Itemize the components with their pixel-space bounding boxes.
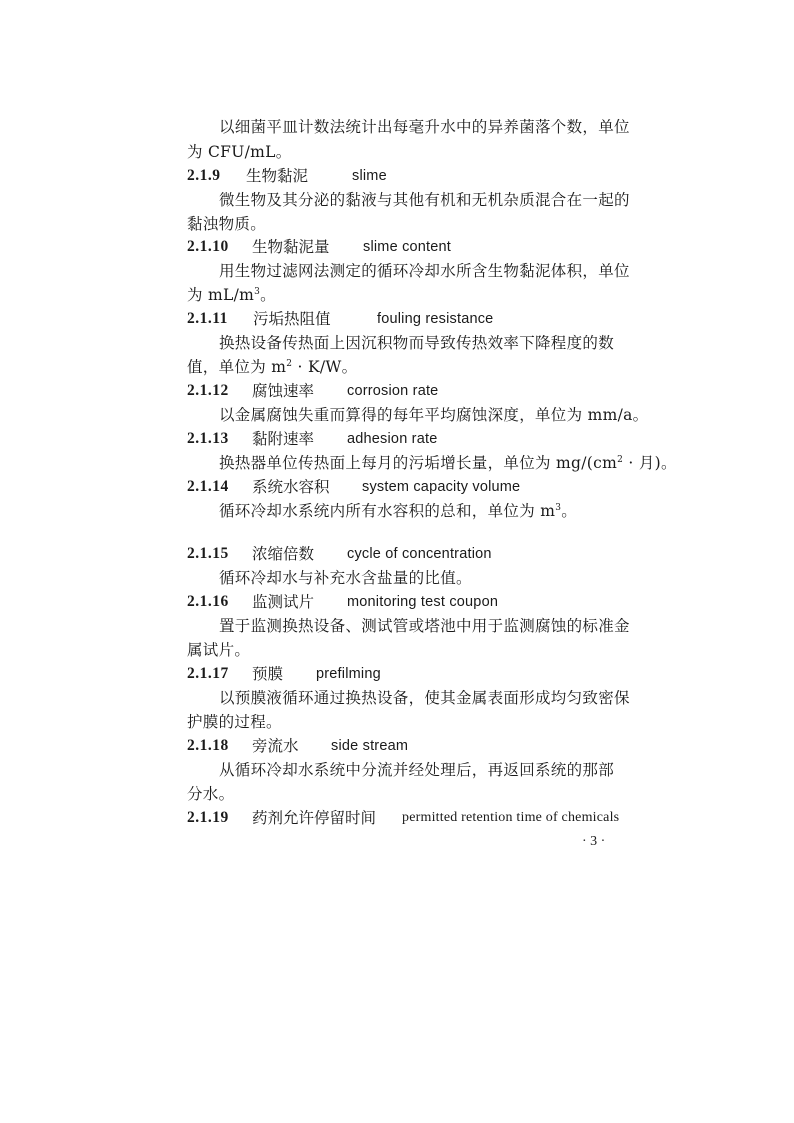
- term-definition-line: 微生物及其分泌的黏液与其他有机和无机杂质混合在一起的: [219, 191, 630, 209]
- term-chinese: 污垢热阻值: [253, 310, 331, 328]
- term-definition-line: 换热器单位传热面上每月的污垢增长量，单位为 $mg/(cm^2$ · 月)。: [219, 454, 677, 472]
- term-definition-line: 循环冷却水与补充水含盐量的比值。: [219, 569, 472, 587]
- term-english: prefilming: [316, 666, 381, 682]
- term-english: fouling resistance: [377, 311, 494, 327]
- intro-text-line-2: 为 CFU/mL。: [187, 143, 292, 161]
- term-definition-line: 从循环冷却水系统中分流并经处理后，再返回系统的那部: [219, 761, 615, 779]
- term-definition-line: 换热设备传热面上因沉积物而导致传热效率下降程度的数: [219, 334, 615, 352]
- term-chinese: 黏附速率: [252, 430, 315, 448]
- term-number: 2.1.19: [187, 809, 229, 826]
- term-chinese: 系统水容积: [252, 478, 330, 496]
- term-chinese: 旁流水: [252, 737, 299, 755]
- term-chinese: 药剂允许停留时间: [252, 809, 377, 827]
- term-english: corrosion rate: [347, 383, 439, 399]
- term-chinese: 生物黏泥量: [252, 238, 330, 256]
- term-english: slime content: [363, 239, 452, 255]
- term-definition-line: 以预膜液循环通过换热设备，使其金属表面形成均匀致密保: [219, 689, 630, 707]
- term-number: 2.1.18: [187, 737, 229, 754]
- term-definition-line: 置于监测换热设备、测试管或塔池中用于监测腐蚀的标准金: [219, 617, 630, 635]
- page-number: · 3 ·: [582, 834, 606, 849]
- term-definition-line: 属试片。: [187, 641, 251, 659]
- term-definition-line: 循环冷却水系统内所有水容积的总和，单位为 $m^3$。: [219, 502, 578, 520]
- term-chinese: 预膜: [252, 665, 284, 683]
- term-definition-line: 用生物过滤网法测定的循环冷却水所含生物黏泥体积，单位: [219, 262, 630, 280]
- term-chinese: 腐蚀速率: [252, 382, 315, 400]
- term-chinese: 浓缩倍数: [252, 545, 315, 563]
- term-english: side stream: [331, 738, 409, 754]
- term-number: 2.1.14: [187, 478, 229, 495]
- term-number: 2.1.12: [187, 382, 229, 399]
- term-definition-line: 黏浊物质。: [187, 215, 267, 233]
- term-number: 2.1.13: [187, 430, 229, 447]
- intro-text-line-1: 以细菌平皿计数法统计出每毫升水中的异养菌落个数，单位: [219, 118, 630, 136]
- term-english: adhesion rate: [347, 431, 438, 447]
- term-number: 2.1.16: [187, 593, 229, 610]
- term-number: 2.1.9: [187, 167, 221, 184]
- term-chinese: 监测试片: [252, 593, 315, 611]
- term-chinese: 生物黏泥: [246, 167, 309, 185]
- term-definition-line: 为 $mL/m^3$。: [187, 286, 276, 304]
- term-number: 2.1.17: [187, 665, 229, 682]
- term-number: 2.1.10: [187, 238, 229, 255]
- term-english: cycle of concentration: [347, 546, 492, 562]
- term-number: 2.1.11: [187, 310, 228, 327]
- term-english: slime: [352, 168, 387, 184]
- term-definition-line: 以金属腐蚀失重而算得的每年平均腐蚀深度，单位为 mm/a。: [219, 406, 649, 424]
- term-definition-line: 分水。: [187, 785, 235, 803]
- term-definition-line: 护膜的过程。: [187, 713, 282, 731]
- term-english: system capacity volume: [362, 479, 521, 495]
- term-english: monitoring test coupon: [347, 594, 499, 610]
- term-english: permitted retention time of chemicals: [402, 810, 620, 825]
- term-definition-line: 值，单位为 $m^2 \cdot K/W$。: [187, 358, 358, 376]
- term-number: 2.1.15: [187, 545, 229, 562]
